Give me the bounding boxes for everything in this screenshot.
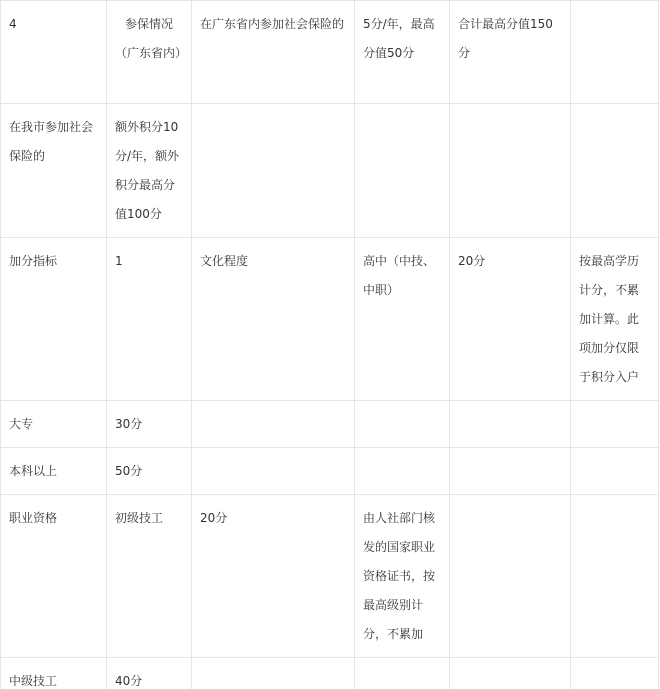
table-cell: 20分 <box>450 238 571 401</box>
table-cell <box>450 658 571 689</box>
table-cell: 30分 <box>107 401 192 448</box>
table-row <box>1 401 659 448</box>
table-row <box>1 448 659 495</box>
table-cell: 职业资格 <box>1 495 107 658</box>
table-cell: 5分/年，最高分值50分 <box>355 1 450 104</box>
table-cell: 4 <box>1 1 107 104</box>
table-row <box>1 104 659 238</box>
table-cell <box>355 401 450 448</box>
table-row <box>1 658 659 689</box>
table-cell <box>192 401 355 448</box>
table-cell: 40分 <box>107 658 192 689</box>
table-cell: 1 <box>107 238 192 401</box>
table-row <box>1 495 659 658</box>
table-cell <box>450 104 571 238</box>
table-cell: 高中（中技、中职） <box>355 238 450 401</box>
table-row <box>1 238 659 401</box>
table-cell <box>571 658 659 689</box>
table-cell: 合计最高分值150分 <box>450 1 571 104</box>
table-cell <box>571 448 659 495</box>
table-cell <box>571 104 659 238</box>
table-cell: 由人社部门核发的国家职业资格证书，按最高级别计分，不累加 <box>355 495 450 658</box>
table-cell <box>192 104 355 238</box>
table-cell: 在广东省内参加社会保险的 <box>192 1 355 104</box>
table-cell: 中级技工 <box>1 658 107 689</box>
table-cell <box>355 104 450 238</box>
table-cell <box>192 448 355 495</box>
table-cell <box>192 658 355 689</box>
table-cell: 在我市参加社会保险的 <box>1 104 107 238</box>
table-cell <box>571 401 659 448</box>
table-cell <box>450 401 571 448</box>
table-cell: 20分 <box>192 495 355 658</box>
table-cell: 大专 <box>1 401 107 448</box>
table-cell: 参保情况（广东省内） <box>107 1 192 104</box>
table-row <box>1 1 659 104</box>
table-cell: 加分指标 <box>1 238 107 401</box>
table-cell <box>571 495 659 658</box>
table-cell: 按最高学历计分，不累加计算。此项加分仅限于积分入户 <box>571 238 659 401</box>
table-cell: 额外积分10分/年，额外积分最高分值100分 <box>107 104 192 238</box>
table-cell <box>355 448 450 495</box>
table-cell <box>571 1 659 104</box>
table-cell: 50分 <box>107 448 192 495</box>
table-cell <box>355 658 450 689</box>
table-cell: 初级技工 <box>107 495 192 658</box>
table-cell: 文化程度 <box>192 238 355 401</box>
table-cell: 本科以上 <box>1 448 107 495</box>
table-cell <box>450 448 571 495</box>
table-cell <box>450 495 571 658</box>
